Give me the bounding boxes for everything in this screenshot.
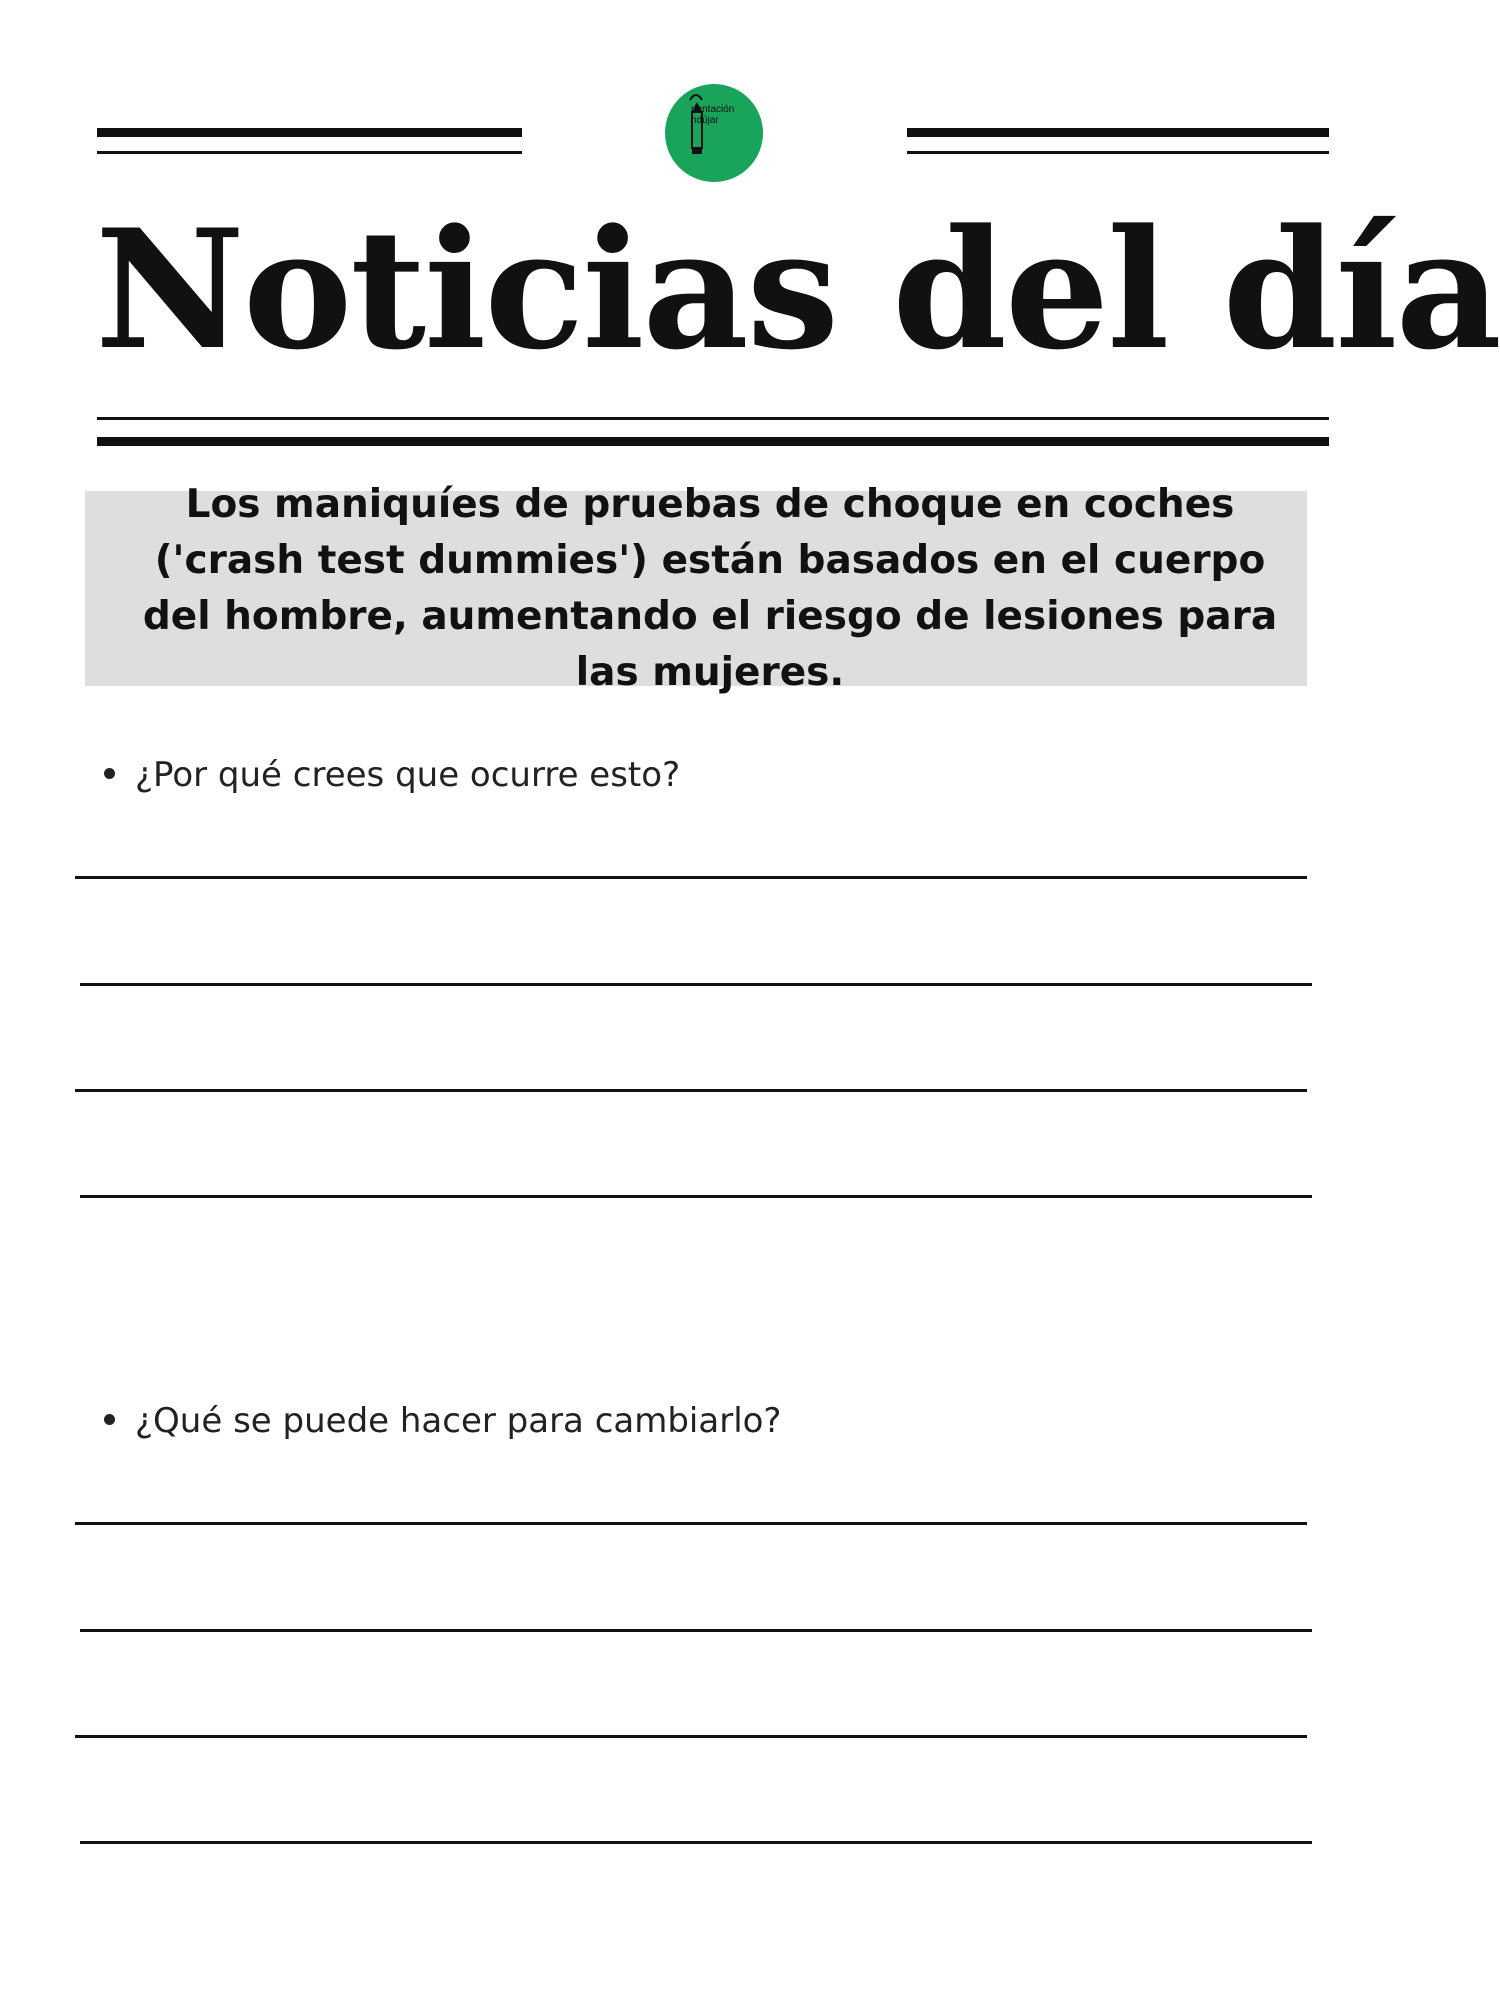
answer-line[interactable] — [80, 983, 1312, 986]
logo-line-2: ndújar — [691, 115, 719, 126]
masthead-thick-rule — [97, 437, 1329, 446]
top-right-thick-rule — [907, 128, 1329, 137]
question-2 — [98, 1398, 781, 1444]
answer-line[interactable] — [80, 1195, 1312, 1198]
logo-wordmark — [691, 104, 734, 126]
top-left-thick-rule — [97, 128, 522, 137]
masthead-title: Noticias del día — [95, 193, 1500, 386]
answer-line[interactable] — [80, 1841, 1312, 1844]
bullet-icon — [104, 1414, 115, 1425]
question-2-text: ¿Qué se puede hacer para cambiarlo? — [135, 1401, 782, 1441]
logo-line-1: rientación — [691, 104, 735, 115]
answer-line[interactable] — [75, 876, 1307, 879]
headline-line: del hombre, aumentando el riesgo de lesiones para — [142, 594, 1278, 639]
answer-line[interactable] — [75, 1735, 1307, 1738]
headline — [110, 477, 1310, 701]
orientacion-andujar-logo — [665, 84, 763, 182]
answer-line[interactable] — [75, 1089, 1307, 1092]
question-1-text: ¿Por qué crees que ocurre esto? — [135, 755, 681, 795]
top-right-thin-rule — [907, 151, 1329, 154]
answer-line[interactable] — [80, 1629, 1312, 1632]
pencil-icon — [665, 84, 763, 182]
bullet-icon — [104, 768, 115, 779]
masthead-thin-rule — [97, 417, 1329, 420]
question-1 — [98, 752, 680, 798]
headline-line: ('crash test dummies') están basados en el cuerpo — [154, 538, 1266, 583]
answer-line[interactable] — [75, 1522, 1307, 1525]
headline-line: Los maniquíes de pruebas de choque en coches — [185, 482, 1235, 527]
top-left-thin-rule — [97, 151, 522, 154]
headline-line: las mujeres. — [575, 650, 845, 695]
